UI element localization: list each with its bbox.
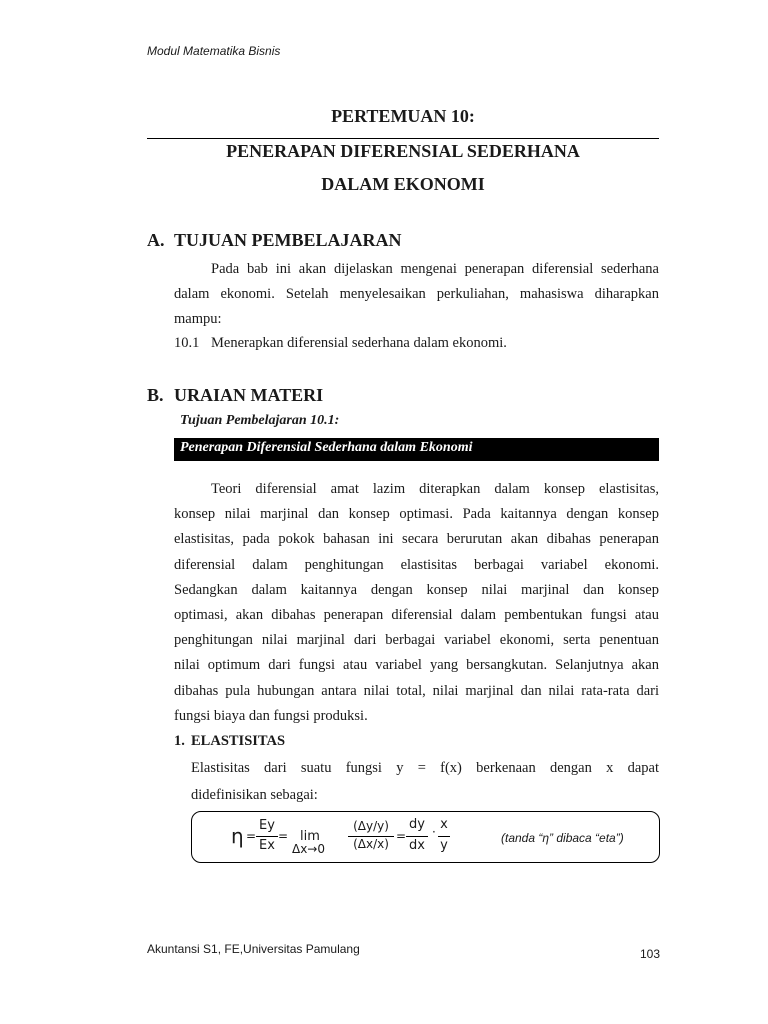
body-line: elastisitas, pada pokok bahasan ini secara berurutan akan dibahas penerapan <box>174 531 659 548</box>
elastisitas-definition <box>191 755 659 809</box>
section-b-letter: B. <box>147 385 164 405</box>
body-line: nilai optimum dari fungsi atau variabel yang bersangkutan. Selanjutnya akan <box>174 657 659 674</box>
ey-numerator: Ey <box>259 818 275 833</box>
eta-symbol: η <box>231 824 244 848</box>
section-b-body <box>174 477 659 729</box>
objective-number: 10.1 <box>174 335 200 351</box>
body-line: fungsi biaya dan fungsi produksi. <box>174 707 368 724</box>
elasticity-formula-box <box>191 811 660 863</box>
body-line: diferensial dalam penghitungan elastisitas berbagai variabel ekonomi. <box>174 556 659 573</box>
body-line: optimasi, akan dibahas penerapan diferensial dalam pembentukan fungsi atau <box>174 607 659 624</box>
body-line: Sedangkan dalam kaitannya dengan konsep nilai marjinal dan konsep <box>174 581 659 598</box>
definition-line: didefinisikan sebagai: <box>191 787 318 803</box>
elastisitas-title: ELASTISITAS <box>191 733 286 749</box>
equals-sign: = <box>278 829 289 843</box>
chapter-title-line-1: PENERAPAN DIFERENSIAL SEDERHANA <box>226 141 580 161</box>
x-numerator: x <box>440 817 448 832</box>
intro-line: mampu: <box>174 311 222 328</box>
fraction-bar <box>256 836 278 837</box>
chapter-title-line-2: DALAM EKONOMI <box>321 174 485 194</box>
section-a-intro <box>174 257 659 333</box>
section-b-heading <box>147 385 323 406</box>
running-header: Modul Matematika Bisnis <box>147 44 281 58</box>
section-b-title: URAIAN MATERI <box>174 385 324 405</box>
equals-sign: = <box>246 829 257 843</box>
section-a-heading <box>147 230 402 251</box>
page-number: 103 <box>639 947 660 961</box>
body-line: konsep nilai marjinal dan konsep optimasi. Pada kaitannya dengan konsep <box>174 506 659 523</box>
eta-pronunciation-note: (tanda “η” dibaca “eta”) <box>501 831 624 845</box>
fraction-bar <box>438 836 450 837</box>
delta-x-over-x: (Δx/x) <box>353 837 389 851</box>
delta-y-over-y: (Δy/y) <box>353 819 389 833</box>
intro-line: dalam ekonomi. Setelah menyelesaikan perkuliahan, mahasiswa diharapkan <box>174 286 659 303</box>
elastisitas-heading <box>174 733 285 750</box>
elastisitas-number: 1. <box>174 733 185 749</box>
section-a-title: TUJUAN PEMBELAJARAN <box>174 230 402 250</box>
learning-objective-label: Tujuan Pembelajaran 10.1: <box>180 413 340 428</box>
body-line: penghitungan nilai marjinal dari berbagai variabel ekonomi, serta penentuan <box>174 632 659 649</box>
footer-institution: Akuntansi S1, FE,Universitas Pamulang <box>147 942 360 956</box>
intro-line: Pada bab ini akan dijelaskan mengenai penerapan diferensial sederhana <box>211 261 659 277</box>
section-a-letter: A. <box>147 230 165 250</box>
topic-banner: Penerapan Diferensial Sederhana dalam Ekonomi <box>174 438 659 461</box>
body-line: dibahas pula hubungan antara nilai total, nilai marjinal dan nilai rata-rata dari <box>174 682 659 699</box>
body-line: Teori diferensial amat lazim diterapkan dalam konsep elastisitas, <box>211 481 659 497</box>
dx-denominator: dx <box>409 838 425 853</box>
chapter-number: PERTEMUAN 10: <box>331 106 475 126</box>
limit-subscript: Δx→0 <box>292 842 325 856</box>
definition-line: Elastisitas dari suatu fungsi y = f(x) berkenaan dengan x dapat <box>191 760 659 776</box>
dy-numerator: dy <box>409 817 425 832</box>
limit-operator: lim <box>300 829 320 844</box>
equals-sign: = <box>396 829 407 843</box>
objective-text: Menerapkan diferensial sederhana dalam ekonomi. <box>211 335 507 351</box>
ex-denominator: Ex <box>259 838 275 853</box>
objective-item <box>174 335 507 352</box>
title-divider <box>147 138 659 139</box>
fraction-bar <box>406 836 428 837</box>
y-denominator: y <box>440 838 448 853</box>
multiply-dot: · <box>432 825 436 839</box>
